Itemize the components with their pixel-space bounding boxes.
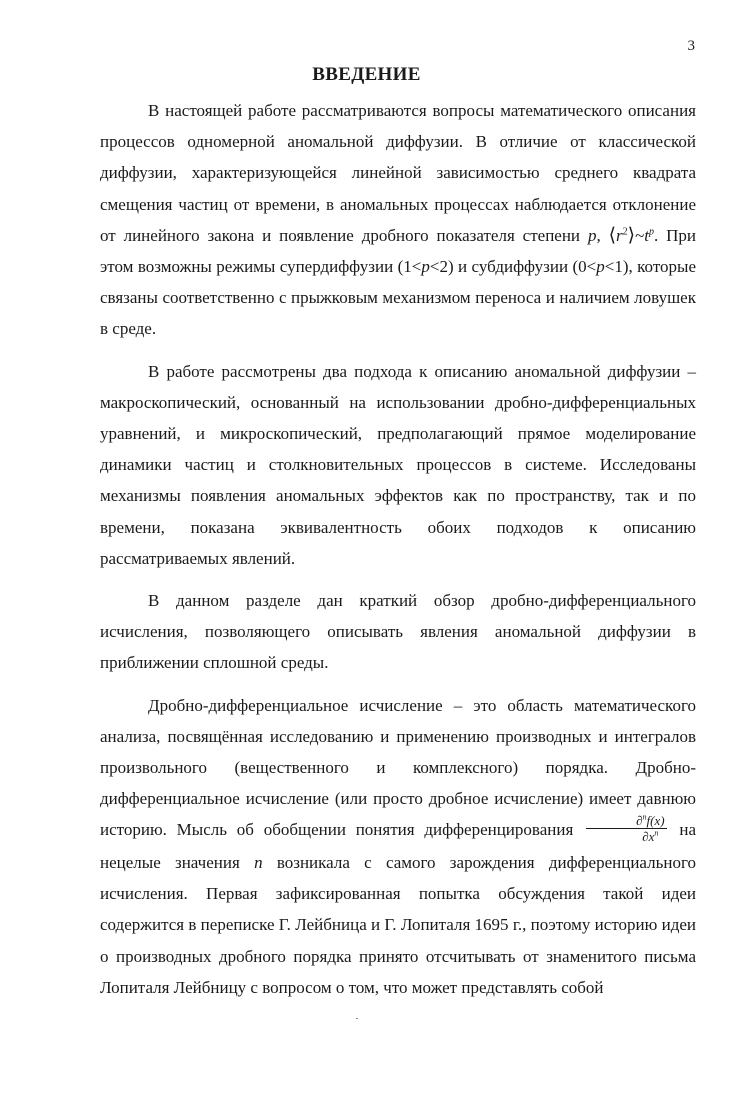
p1-comma: , [596, 225, 601, 245]
formula-t: t [644, 225, 649, 245]
numerator-argument: (x) [650, 813, 665, 829]
fraction-denominator [586, 829, 667, 844]
body-text [100, 95, 696, 1014]
mean-square-formula: $⟨r^2⟩\sim t^p$ [608, 224, 654, 246]
numerator-function: f [646, 813, 651, 829]
derivative-fraction [586, 813, 667, 844]
paragraph-2: В работе рассмотрены два подхода к описанию аномальной диффузии – макроскопический, основанный на использовании дробно-дифференциальных уравнений, и микроскопический, предполагающий прямое моделирование динамики частиц и столкновительных процессов в системе. Исследованы механизмы появления аномальных эффектов как по пространству, так и по времени, показана эквивалентность обоих подходов к описанию рассматриваемых явлений. [100, 361, 696, 568]
p4-text-b: на нецелые значения [100, 820, 696, 873]
fraction-numerator [586, 813, 667, 829]
p4-text-a: Дробно-дифференциальное исчисление – это область математического анализа, посвящённая исследованию и применению производных и интегралов произвольного (вещественного и комплексного) порядка. Дробно-дифференциальное исчисление (или просто дробное исчисление) имеет давнюю историю. Мысль об обобщении понятия дифференцирования [100, 695, 696, 840]
denominator-order: n [654, 828, 659, 838]
paragraph-1 [100, 95, 696, 345]
order-n: n [254, 853, 263, 873]
page-title: ВВЕДЕНИЕ [312, 64, 421, 85]
numerator-partial: ∂ [636, 813, 643, 829]
p1-text-d: <1), которые связаны соответственно с прыжковым механизмом переноса и наличием ловушек в среде. [100, 257, 697, 339]
denominator-partial: ∂x [642, 829, 655, 845]
formula-tilde: ~ [635, 225, 645, 245]
p4-text-c: возникала с самого зарождения дифференциального исчисления. Первая зафиксированная попытка обсуждения такой идеи содержится в переписке Г. Лейбница и Г. Лопиталя 1695 г., поэтому историю идеи о производных дробного порядка принято отсчитывать от знаменитого письма Лопиталя Лейбницу с вопросом о том, что может представлять собой [100, 853, 697, 997]
page-number: 3 [687, 38, 695, 54]
numerator-order: n [642, 812, 647, 822]
paragraph-3: В данном разделе дан краткий обзор дробно-дифференциального исчисления, позволяющего описывать явления аномальной диффузии в приближении сплошной среды. [100, 591, 696, 673]
superdiffusion-p: p [421, 257, 430, 277]
p1-text-b: . При этом возможны режимы супердиффузии (1< [100, 225, 697, 277]
p1-text-a: В настоящей работе рассматриваются вопросы математического описания процессов одномерной аномальной диффузии. В отличие от классической диффузии, характеризующейся линейной зависимостью среднего квадрата смещения частиц от времени, в аномальных процессах наблюдается отклонение от линейного закона и появление дробного показателя степени [100, 101, 696, 245]
subdiffusion-p: p [596, 257, 605, 277]
paragraph-4 [100, 690, 696, 1003]
formula-r: r [616, 225, 623, 245]
formula-t-exponent: p [649, 226, 654, 238]
p1-text-c: <2) и субдиффузии (0< [429, 257, 597, 277]
formula-r-exponent: 2 [622, 226, 628, 238]
scan-speck [356, 1018, 358, 1019]
exponent-p: p [587, 225, 597, 245]
